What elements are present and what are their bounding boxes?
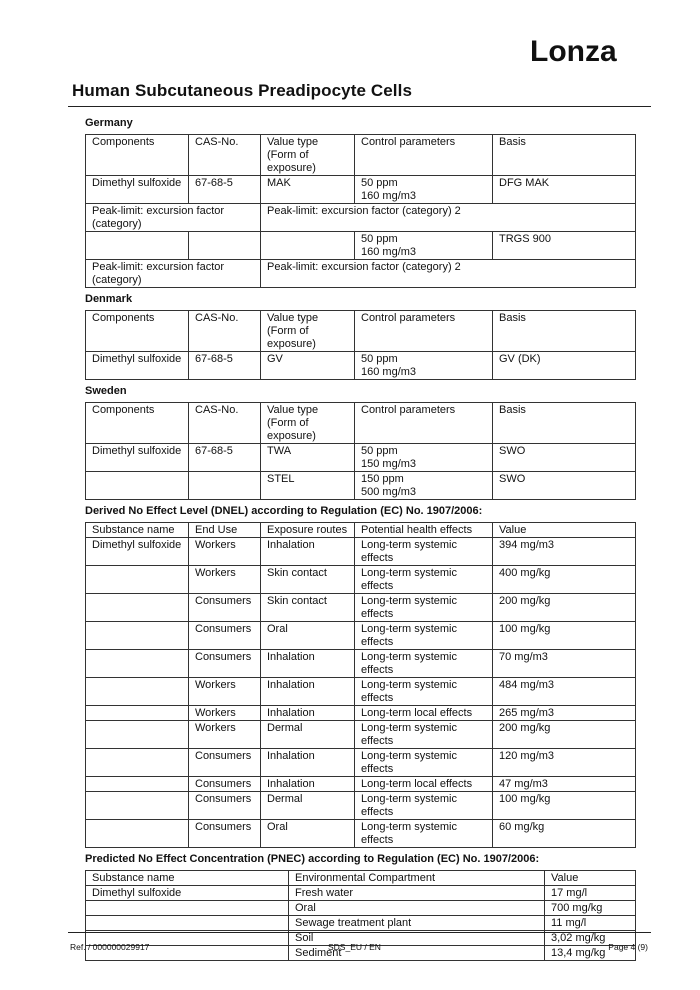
denmark-heading: Denmark xyxy=(85,293,133,305)
table-cell: MAK xyxy=(261,176,355,204)
table-cell xyxy=(86,749,189,777)
table-cell xyxy=(86,792,189,820)
table-cell: 265 mg/m3 xyxy=(493,706,636,721)
table-cell: Skin contact xyxy=(261,594,355,622)
table-cell xyxy=(86,777,189,792)
table-row xyxy=(86,792,636,820)
table-cell xyxy=(261,232,355,260)
table-cell: Long-term local effects xyxy=(355,777,493,792)
table-cell: Long-term systemic effects xyxy=(355,594,493,622)
table-cell: Skin contact xyxy=(261,566,355,594)
denmark-table xyxy=(85,310,636,380)
table-cell: GV xyxy=(261,352,355,380)
dnel-table xyxy=(85,522,636,848)
table-cell: TWA xyxy=(261,444,355,472)
header-cell: Value type (Form of exposure) xyxy=(261,311,355,352)
table-cell xyxy=(86,232,189,260)
header-cell: Value xyxy=(545,871,636,886)
table-cell xyxy=(86,622,189,650)
table-cell: Oral xyxy=(261,622,355,650)
table-cell: Consumers xyxy=(189,792,261,820)
table-cell: 17 mg/l xyxy=(545,886,636,901)
table-row xyxy=(86,901,636,916)
table-cell: Inhalation xyxy=(261,777,355,792)
table-cell: Long-term systemic effects xyxy=(355,650,493,678)
table-cell: SWO xyxy=(493,444,636,472)
table-cell: Oral xyxy=(261,820,355,848)
header-cell: Value type (Form of exposure) xyxy=(261,403,355,444)
table-cell: Fresh water xyxy=(289,886,545,901)
table-cell: TRGS 900 xyxy=(493,232,636,260)
table-cell: DFG MAK xyxy=(493,176,636,204)
table-cell: Inhalation xyxy=(261,749,355,777)
table-row xyxy=(86,916,636,931)
footer-divider xyxy=(68,932,651,933)
germany-table xyxy=(85,134,636,288)
header-cell: Control parameters xyxy=(355,135,493,176)
header-cell: Components xyxy=(86,311,189,352)
table-cell xyxy=(86,721,189,749)
table-cell: Inhalation xyxy=(261,678,355,706)
table-cell: Peak-limit: excursion factor (category) xyxy=(86,260,261,288)
table-cell xyxy=(86,916,289,931)
sweden-heading: Sweden xyxy=(85,385,127,397)
table-cell: 50 ppm 160 mg/m3 xyxy=(355,352,493,380)
footer-document-code: SDS_EU / EN xyxy=(328,942,381,952)
table-cell: Inhalation xyxy=(261,538,355,566)
table-cell: Sewage treatment plant xyxy=(289,916,545,931)
header-cell: Components xyxy=(86,403,189,444)
table-cell: Consumers xyxy=(189,749,261,777)
table-cell: Soil xyxy=(289,931,545,946)
table-cell: Dimethyl sulfoxide xyxy=(86,538,189,566)
header-cell: Environmental Compartment xyxy=(289,871,545,886)
table-row xyxy=(86,721,636,749)
table-cell: 50 ppm 160 mg/m3 xyxy=(355,232,493,260)
table-cell xyxy=(86,706,189,721)
dnel-heading: Derived No Effect Level (DNEL) according to Regulation (EC) No. 1907/2006: xyxy=(85,505,483,517)
table-cell: Consumers xyxy=(189,820,261,848)
table-cell: 13,4 mg/kg xyxy=(545,946,636,961)
table-row xyxy=(86,622,636,650)
table-cell: 394 mg/m3 xyxy=(493,538,636,566)
table-row xyxy=(86,650,636,678)
table-cell: 70 mg/m3 xyxy=(493,650,636,678)
table-cell xyxy=(86,594,189,622)
logo-text: Lonza xyxy=(530,35,617,68)
table-row xyxy=(86,777,636,792)
table-cell xyxy=(86,566,189,594)
table-row xyxy=(86,204,636,232)
document-body xyxy=(85,116,636,965)
table-cell: Long-term systemic effects xyxy=(355,820,493,848)
table-cell: Workers xyxy=(189,566,261,594)
table-row xyxy=(86,566,636,594)
table-cell: Dimethyl sulfoxide xyxy=(86,886,289,901)
table-cell: 50 ppm 150 mg/m3 xyxy=(355,444,493,472)
table-cell: 400 mg/kg xyxy=(493,566,636,594)
header-cell: Basis xyxy=(493,135,636,176)
table-cell: 150 ppm 500 mg/m3 xyxy=(355,472,493,500)
table-cell: Long-term systemic effects xyxy=(355,792,493,820)
table-row xyxy=(86,706,636,721)
header-cell: Potential health effects xyxy=(355,523,493,538)
header-cell: CAS-No. xyxy=(189,403,261,444)
table-cell: 67-68-5 xyxy=(189,352,261,380)
header-cell: Substance name xyxy=(86,871,289,886)
table-cell xyxy=(189,472,261,500)
table-header-row xyxy=(86,311,636,352)
header-cell: Basis xyxy=(493,311,636,352)
header-cell: Basis xyxy=(493,403,636,444)
table-cell xyxy=(86,650,189,678)
table-cell: 60 mg/kg xyxy=(493,820,636,848)
table-cell: Consumers xyxy=(189,594,261,622)
table-row xyxy=(86,749,636,777)
table-cell: Long-term systemic effects xyxy=(355,566,493,594)
table-cell: Long-term systemic effects xyxy=(355,538,493,566)
pnec-heading: Predicted No Effect Concentration (PNEC) according to Regulation (EC) No. 1907/2006: xyxy=(85,853,540,865)
header-cell: Components xyxy=(86,135,189,176)
table-cell: Sediment xyxy=(289,946,545,961)
table-cell: 67-68-5 xyxy=(189,176,261,204)
table-cell: Long-term systemic effects xyxy=(355,749,493,777)
table-cell xyxy=(86,678,189,706)
table-cell xyxy=(86,820,189,848)
table-row xyxy=(86,176,636,204)
table-row xyxy=(86,886,636,901)
table-row xyxy=(86,232,636,260)
table-cell: 3,02 mg/kg xyxy=(545,931,636,946)
header-cell: Value type (Form of exposure) xyxy=(261,135,355,176)
table-cell: Dermal xyxy=(261,792,355,820)
table-cell xyxy=(189,232,261,260)
footer-page-number: Page 4 (9) xyxy=(608,942,648,952)
table-cell: SWO xyxy=(493,472,636,500)
table-cell: Peak-limit: excursion factor (category) 2 xyxy=(261,204,636,232)
table-cell: Workers xyxy=(189,721,261,749)
table-row xyxy=(86,444,636,472)
table-row xyxy=(86,472,636,500)
table-cell: Long-term systemic effects xyxy=(355,721,493,749)
table-cell: Long-term systemic effects xyxy=(355,622,493,650)
table-cell: Oral xyxy=(289,901,545,916)
header-cell: Exposure routes xyxy=(261,523,355,538)
table-cell: Dermal xyxy=(261,721,355,749)
table-cell: Dimethyl sulfoxide xyxy=(86,176,189,204)
table-cell: Inhalation xyxy=(261,650,355,678)
table-cell: Consumers xyxy=(189,777,261,792)
germany-heading: Germany xyxy=(85,117,133,129)
table-header-row xyxy=(86,135,636,176)
table-cell: 120 mg/m3 xyxy=(493,749,636,777)
header-cell: CAS-No. xyxy=(189,311,261,352)
document-title: Human Subcutaneous Preadipocyte Cells xyxy=(72,81,413,100)
table-cell: STEL xyxy=(261,472,355,500)
table-cell: 200 mg/kg xyxy=(493,721,636,749)
header-cell: Control parameters xyxy=(355,311,493,352)
table-cell: 100 mg/kg xyxy=(493,622,636,650)
table-cell: GV (DK) xyxy=(493,352,636,380)
table-cell: Peak-limit: excursion factor (category) 2 xyxy=(261,260,636,288)
table-cell: 100 mg/kg xyxy=(493,792,636,820)
table-header-row xyxy=(86,403,636,444)
table-cell: Consumers xyxy=(189,622,261,650)
table-cell: Dimethyl sulfoxide xyxy=(86,444,189,472)
table-cell: 700 mg/kg xyxy=(545,901,636,916)
table-row xyxy=(86,820,636,848)
table-cell: Long-term local effects xyxy=(355,706,493,721)
table-row xyxy=(86,538,636,566)
table-cell: 47 mg/m3 xyxy=(493,777,636,792)
table-row xyxy=(86,352,636,380)
table-cell xyxy=(86,901,289,916)
sweden-table xyxy=(85,402,636,500)
table-cell: Peak-limit: excursion factor (category) xyxy=(86,204,261,232)
header-cell: CAS-No. xyxy=(189,135,261,176)
table-cell xyxy=(86,472,189,500)
table-header-row xyxy=(86,871,636,886)
table-cell: Workers xyxy=(189,706,261,721)
header-cell: Control parameters xyxy=(355,403,493,444)
table-cell: 67-68-5 xyxy=(189,444,261,472)
table-cell: Workers xyxy=(189,678,261,706)
table-row xyxy=(86,260,636,288)
table-cell: Inhalation xyxy=(261,706,355,721)
table-cell: Dimethyl sulfoxide xyxy=(86,352,189,380)
table-header-row xyxy=(86,523,636,538)
table-cell: 50 ppm 160 mg/m3 xyxy=(355,176,493,204)
table-cell: Workers xyxy=(189,538,261,566)
header-cell: Substance name xyxy=(86,523,189,538)
table-cell: 200 mg/kg xyxy=(493,594,636,622)
table-cell: Long-term systemic effects xyxy=(355,678,493,706)
table-cell: 11 mg/l xyxy=(545,916,636,931)
header-cell: End Use xyxy=(189,523,261,538)
footer-reference: Ref. / 000000029917 xyxy=(70,942,150,952)
header-cell: Value xyxy=(493,523,636,538)
header-divider xyxy=(68,106,651,107)
lonza-logo xyxy=(530,34,656,68)
table-cell: 484 mg/m3 xyxy=(493,678,636,706)
table-row xyxy=(86,594,636,622)
table-row xyxy=(86,678,636,706)
table-cell: Consumers xyxy=(189,650,261,678)
